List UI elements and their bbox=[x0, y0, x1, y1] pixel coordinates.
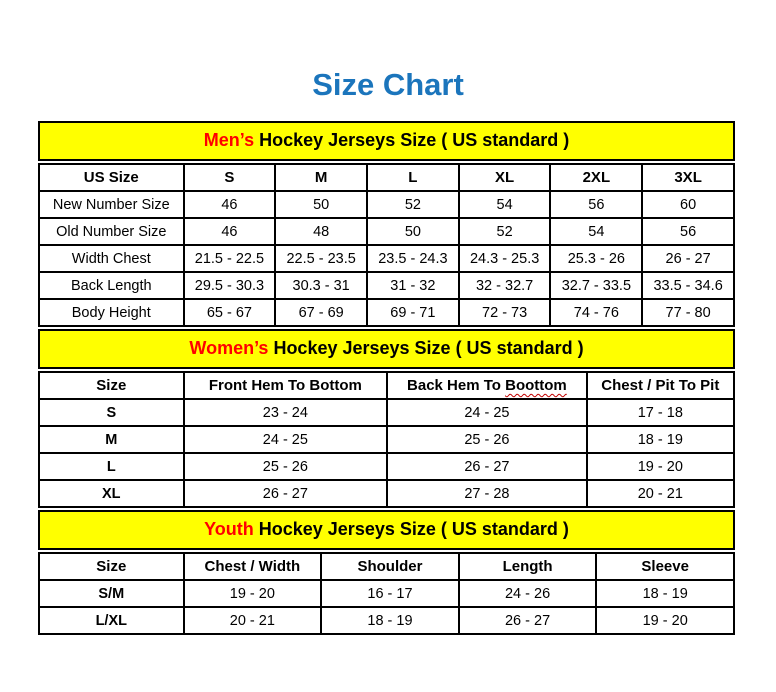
youth-banner-highlight: Youth bbox=[204, 519, 254, 539]
table-row bbox=[39, 426, 734, 453]
table-cell: 22.5 - 23.5 bbox=[275, 245, 367, 272]
table-cell: 30.3 - 31 bbox=[275, 272, 367, 299]
table-cell: 21.5 - 22.5 bbox=[184, 245, 276, 272]
mens-banner-highlight: Men’s bbox=[203, 130, 255, 150]
table-cell: 54 bbox=[550, 218, 642, 245]
table-cell: 25 - 26 bbox=[184, 453, 388, 480]
table-cell: 46 bbox=[184, 191, 276, 218]
column-header: US Size bbox=[39, 164, 184, 191]
table-cell: 50 bbox=[367, 218, 459, 245]
table-cell: 19 - 20 bbox=[596, 607, 734, 634]
table-cell: 32.7 - 33.5 bbox=[550, 272, 642, 299]
table-cell: 29.5 - 30.3 bbox=[184, 272, 276, 299]
womens-banner-text: Hockey Jerseys Size ( US standard ) bbox=[268, 338, 584, 358]
table-cell: 52 bbox=[459, 218, 551, 245]
table-cell: 20 - 21 bbox=[587, 480, 734, 507]
mens-header-row bbox=[39, 164, 734, 191]
table-row bbox=[39, 272, 734, 299]
table-cell: 27 - 28 bbox=[387, 480, 586, 507]
table-cell: 48 bbox=[275, 218, 367, 245]
row-label: Width Chest bbox=[39, 245, 184, 272]
table-cell: 26 - 27 bbox=[642, 245, 734, 272]
row-label: Body Height bbox=[39, 299, 184, 326]
table-cell: 19 - 20 bbox=[587, 453, 734, 480]
womens-banner-highlight: Women’s bbox=[189, 338, 269, 358]
table-cell: 24.3 - 25.3 bbox=[459, 245, 551, 272]
table-row bbox=[39, 191, 734, 218]
table-cell: 52 bbox=[367, 191, 459, 218]
table-cell: 50 bbox=[275, 191, 367, 218]
table-cell: 23 - 24 bbox=[184, 399, 388, 426]
page-title: Size Chart bbox=[312, 67, 464, 102]
table-cell: 18 - 19 bbox=[587, 426, 734, 453]
size-chart bbox=[38, 119, 735, 636]
row-label: L bbox=[39, 453, 184, 480]
column-header: Chest / Width bbox=[184, 553, 322, 580]
table-cell: 54 bbox=[459, 191, 551, 218]
column-header: M bbox=[275, 164, 367, 191]
column-header: L bbox=[367, 164, 459, 191]
table-cell: 60 bbox=[642, 191, 734, 218]
misspelled-word: Boottom bbox=[505, 377, 567, 394]
table-row bbox=[39, 299, 734, 326]
table-cell: 16 - 17 bbox=[321, 580, 459, 607]
table-cell: 18 - 19 bbox=[321, 607, 459, 634]
womens-section-banner bbox=[38, 329, 735, 369]
column-header: Shoulder bbox=[321, 553, 459, 580]
table-cell: 32 - 32.7 bbox=[459, 272, 551, 299]
table-cell: 65 - 67 bbox=[184, 299, 276, 326]
table-cell: 26 - 27 bbox=[387, 453, 586, 480]
column-header bbox=[387, 372, 586, 399]
table-row bbox=[39, 480, 734, 507]
youth-size-table bbox=[38, 552, 735, 635]
table-cell: 46 bbox=[184, 218, 276, 245]
table-cell: 17 - 18 bbox=[587, 399, 734, 426]
table-cell: 23.5 - 24.3 bbox=[367, 245, 459, 272]
column-header: Length bbox=[459, 553, 597, 580]
row-label: S bbox=[39, 399, 184, 426]
table-cell: 33.5 - 34.6 bbox=[642, 272, 734, 299]
table-cell: 26 - 27 bbox=[184, 480, 388, 507]
table-cell: 74 - 76 bbox=[550, 299, 642, 326]
table-row bbox=[39, 245, 734, 272]
table-cell: 67 - 69 bbox=[275, 299, 367, 326]
table-cell: 24 - 25 bbox=[387, 399, 586, 426]
mens-banner-text: Hockey Jerseys Size ( US standard ) bbox=[254, 130, 570, 150]
table-cell: 77 - 80 bbox=[642, 299, 734, 326]
table-cell: 69 - 71 bbox=[367, 299, 459, 326]
column-header-text: Back Hem To bbox=[407, 377, 506, 394]
row-label: Back Length bbox=[39, 272, 184, 299]
table-row bbox=[39, 580, 734, 607]
table-row bbox=[39, 218, 734, 245]
youth-section-banner bbox=[38, 510, 735, 550]
womens-header-row bbox=[39, 372, 734, 399]
table-cell: 20 - 21 bbox=[184, 607, 322, 634]
youth-header-row bbox=[39, 553, 734, 580]
mens-size-table bbox=[38, 163, 735, 327]
column-header: Size bbox=[39, 553, 184, 580]
row-label: L/XL bbox=[39, 607, 184, 634]
column-header: 3XL bbox=[642, 164, 734, 191]
table-cell: 56 bbox=[642, 218, 734, 245]
table-cell: 24 - 26 bbox=[459, 580, 597, 607]
row-label: Old Number Size bbox=[39, 218, 184, 245]
row-label: XL bbox=[39, 480, 184, 507]
table-row bbox=[39, 453, 734, 480]
table-cell: 19 - 20 bbox=[184, 580, 322, 607]
column-header: 2XL bbox=[550, 164, 642, 191]
column-header: Size bbox=[39, 372, 184, 399]
table-cell: 25.3 - 26 bbox=[550, 245, 642, 272]
column-header: XL bbox=[459, 164, 551, 191]
table-cell: 72 - 73 bbox=[459, 299, 551, 326]
row-label: M bbox=[39, 426, 184, 453]
column-header: Chest / Pit To Pit bbox=[587, 372, 734, 399]
row-label: S/M bbox=[39, 580, 184, 607]
youth-banner-text: Hockey Jerseys Size ( US standard ) bbox=[253, 519, 569, 539]
womens-size-table bbox=[38, 371, 735, 508]
column-header: Front Hem To Bottom bbox=[184, 372, 388, 399]
table-cell: 31 - 32 bbox=[367, 272, 459, 299]
table-cell: 24 - 25 bbox=[184, 426, 388, 453]
mens-section-banner bbox=[38, 121, 735, 161]
row-label: New Number Size bbox=[39, 191, 184, 218]
column-header: Sleeve bbox=[596, 553, 734, 580]
table-cell: 26 - 27 bbox=[459, 607, 597, 634]
table-cell: 18 - 19 bbox=[596, 580, 734, 607]
table-cell: 56 bbox=[550, 191, 642, 218]
table-row bbox=[39, 399, 734, 426]
column-header: S bbox=[184, 164, 276, 191]
table-row bbox=[39, 607, 734, 634]
table-cell: 25 - 26 bbox=[387, 426, 586, 453]
